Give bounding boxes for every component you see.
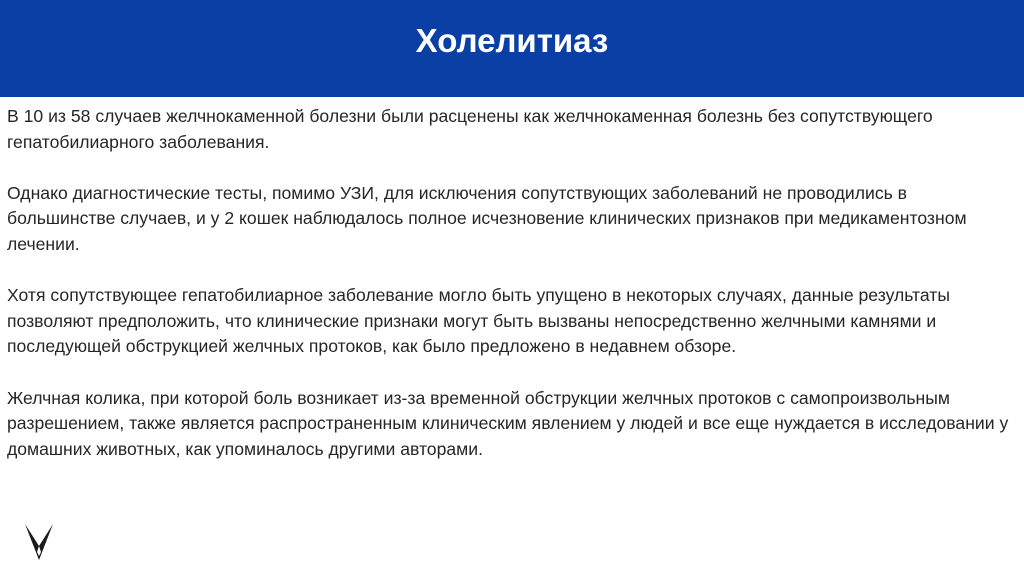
slide-content <box>7 104 1017 462</box>
header-bar <box>0 0 1024 97</box>
paragraph-4: Желчная колика, при которой боль возникает из-за временной обструкции желчных протоков с самопроизвольным разрешением, также является распространенным клиническим явлением у людей и все еще нуждается в исследовании у домашних животных, как упоминалось другими авторами. <box>7 387 1009 459</box>
paragraph-3: Хотя сопутствующее гепатобилиарное заболевание могло быть упущено в некоторых случаях, данные результаты позволяют предположить, что клинические признаки могут быть вызваны непосредственно желчными камнями и последующей обструкцией желчных протоков, как было предложено в недавнем обзоре. <box>7 285 951 357</box>
slide-title: Холелитиаз <box>415 22 609 59</box>
paragraph-1: В 10 из 58 случаев желчнокаменной болезни были расценены как желчнокаменная болезнь без сопутствующего гепатобилиарного заболевания. <box>7 106 933 152</box>
paragraph-2: Однако диагностические тесты, помимо УЗИ, для исключения сопутствующих заболеваний не проводились в большинстве случаев, и у 2 кошек наблюдалось полное исчезновение клинических признаков при медикаментозном лечении. <box>7 182 967 254</box>
v-logo-icon <box>24 522 54 562</box>
